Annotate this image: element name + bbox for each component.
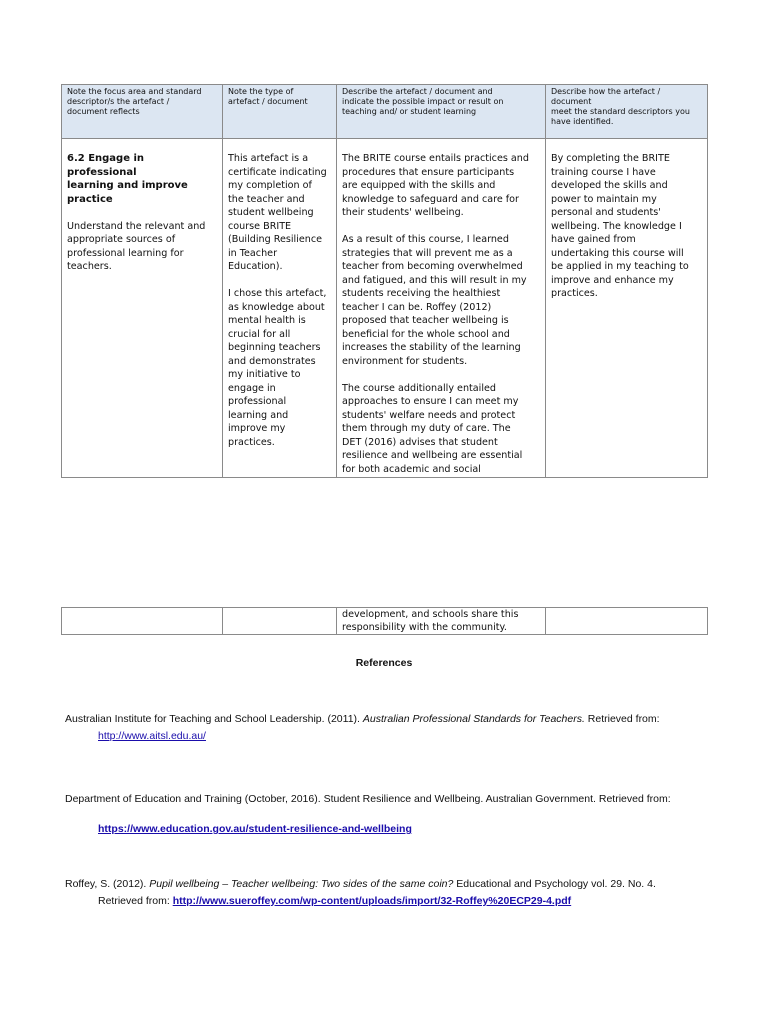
reference-item bbox=[65, 712, 725, 743]
header-focus-area: Note the focus area and standard descriptor/s the artefact / document reflects bbox=[67, 87, 202, 116]
reference-text: Department of Education and Training (October, 2016). Student Resilience and Wellbeing. Australian Government. Retrieved from: bbox=[65, 793, 671, 805]
header-meets-standards: Describe how the artefact / document meet the standard descriptors you have identified. bbox=[551, 87, 690, 126]
focus-area-cell bbox=[62, 139, 223, 478]
describe-paragraph: As a result of this course, I learned strategies that will prevent me as a teacher from becoming overwhelmed and fatigued, and this will result in my students receiving the healthiest teacher I can be. Roffey (2012) proposed that teacher wellbeing is beneficial for the whole school and increases the stability of the learning environment for students. bbox=[342, 234, 527, 367]
reference-item bbox=[65, 792, 725, 836]
references-title: References bbox=[355, 657, 413, 669]
reference-text: Retrieved from: bbox=[584, 713, 660, 725]
reference-item bbox=[65, 877, 725, 908]
portfolio-table-continued bbox=[61, 607, 708, 635]
reference-text: Roffey, S. (2012). bbox=[65, 878, 150, 890]
reference-text: Educational and Psychology vol. 29. No. 4. bbox=[453, 878, 656, 890]
empty-cell bbox=[223, 608, 337, 635]
header-cell bbox=[546, 85, 708, 139]
empty-cell bbox=[546, 608, 708, 635]
reference-text: Retrieved from: bbox=[98, 895, 173, 907]
meets-standards-cell bbox=[546, 139, 708, 478]
describe-continuation: development, and schools share this responsibility with the community. bbox=[342, 609, 519, 633]
table-row bbox=[62, 139, 708, 478]
header-describe-artefact: Describe the artefact / document and indicate the possible impact or result on teaching and/ or student learning bbox=[342, 87, 504, 116]
describe-paragraph: The course additionally entailed approaches to ensure I can meet my students' welfare needs and protect them through my duty of care. The DET (2016) advises that student resilience and wellbeing are essential for both academic and social bbox=[342, 382, 523, 475]
standard-heading: 6.2 Engage in professional learning and improve practice bbox=[67, 153, 188, 205]
artefact-type-paragraph: This artefact is a certificate indicating my completion of the teacher and student wellbeing course BRITE (Building Resilience in Teacher Education). bbox=[228, 153, 327, 272]
standard-description: Understand the relevant and appropriate sources of professional learning for teachers. bbox=[67, 220, 206, 272]
reference-title-italic: Pupil wellbeing – Teacher wellbeing: Two sides of the same coin? bbox=[149, 878, 454, 890]
describe-artefact-cell bbox=[337, 139, 546, 478]
artefact-type-cell bbox=[223, 139, 337, 478]
reference-link[interactable]: http://www.sueroffey.com/wp-content/uploads/import/32-Roffey%20ECP29-4.pdf bbox=[172, 895, 572, 907]
header-cell bbox=[337, 85, 546, 139]
describe-paragraph: The BRITE course entails practices and procedures that ensure participants are equipped with the skills and knowledge to safeguard and care for their students' wellbeing. bbox=[342, 153, 529, 218]
table-header-row bbox=[62, 85, 708, 139]
artefact-type-paragraph: I chose this artefact, as knowledge about mental health is crucial for all beginning teachers and demonstrates my initiative to engage in professional learning and improve my practices. bbox=[228, 288, 327, 448]
header-cell bbox=[62, 85, 223, 139]
reference-link[interactable]: http://www.aitsl.edu.au/ bbox=[98, 730, 206, 742]
reference-title-italic: Australian Professional Standards for Teachers. bbox=[362, 713, 585, 725]
empty-cell bbox=[62, 608, 223, 635]
reference-link[interactable]: https://www.education.gov.au/student-resilience-and-wellbeing bbox=[98, 823, 412, 835]
reference-text: Australian Institute for Teaching and School Leadership. (2011). bbox=[65, 713, 363, 725]
header-artefact-type: Note the type of artefact / document bbox=[228, 87, 308, 106]
portfolio-table bbox=[61, 84, 708, 478]
table-row bbox=[62, 608, 708, 635]
describe-continuation-cell bbox=[337, 608, 546, 635]
meets-paragraph: By completing the BRITE training course I have developed the skills and power to maintain my personal and students' wellbeing. The knowledge I have gained from undertaking this course will be applied in my teaching to improve and enhance my practices. bbox=[551, 153, 689, 299]
header-cell bbox=[223, 85, 337, 139]
